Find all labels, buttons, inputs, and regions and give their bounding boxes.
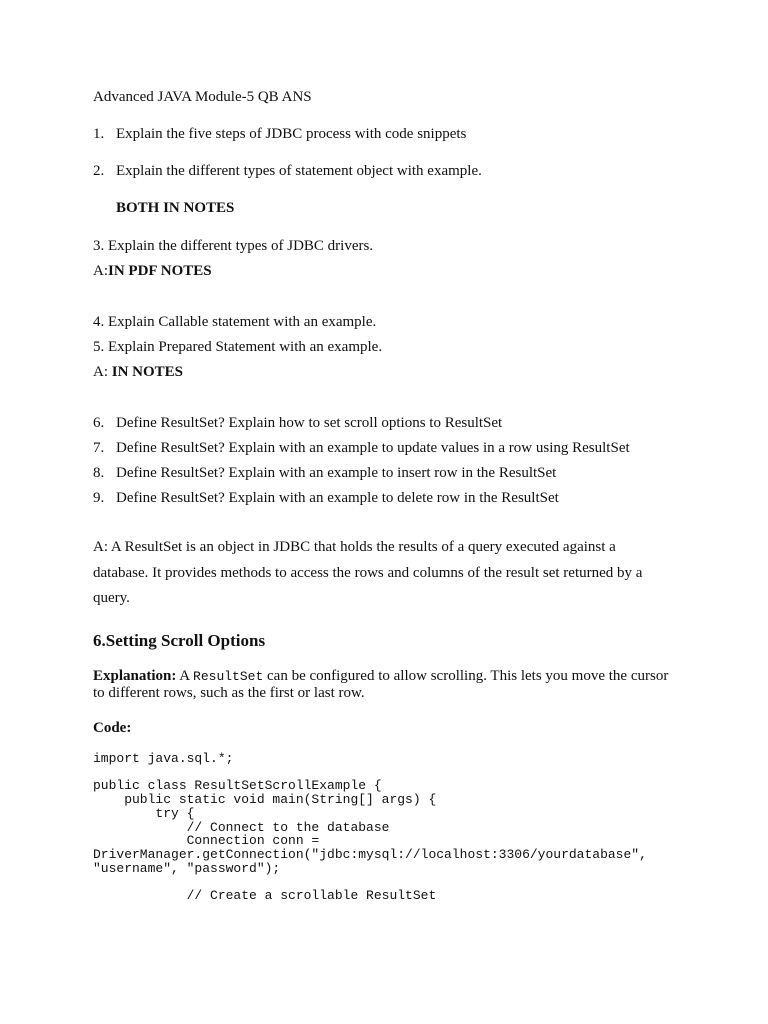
code-label: Code:: [93, 720, 132, 736]
question-5: 5. Explain Prepared Statement with an example.: [93, 339, 383, 355]
resultset-answer-paragraph: A: A ResultSet is an object in JDBC that holds the results of a query executed against a database. It provides methods to access the rows and columns of the result set returned by a query.: [93, 539, 643, 606]
explanation-label: Explanation:: [93, 668, 177, 684]
question-number: 2.: [93, 163, 105, 179]
code-block: import java.sql.*; public class ResultSetScrollExample { public static void main(String[] args) { try { // Connect to the database Connection conn = DriverManager.getConnection("jdbc:mysql://localhost:3306/yourdatabase", "username", "password"); // Create a scrollable ResultSet: [93, 751, 647, 904]
question-number: 9.: [93, 490, 105, 506]
question-number: 7.: [93, 440, 105, 456]
section-heading: 6.Setting Scroll Options: [93, 631, 266, 650]
question-text: Define ResultSet? Explain with an example to delete row in the ResultSet: [116, 490, 559, 506]
question-2: [93, 162, 482, 180]
question-text: Explain the five steps of JDBC process with code snippets: [116, 126, 467, 142]
question-number: 8.: [93, 465, 105, 481]
explanation-paragraph: [93, 668, 673, 702]
answer-bold: IN NOTES: [111, 364, 184, 380]
question-number: 6.: [93, 415, 105, 431]
answer-prefix: A:: [93, 364, 112, 380]
question-7: [93, 439, 630, 457]
question-number: 1.: [93, 126, 105, 142]
answer-prefix: A:: [93, 263, 108, 279]
explanation-pre: A: [176, 668, 194, 684]
question-4: 4. Explain Callable statement with an example.: [93, 314, 377, 330]
question-6: [93, 414, 502, 432]
answer-3: [93, 262, 212, 280]
explanation-post: can be configured to allow scrolling. This lets you move the cursor to different rows, such as the first or last row.: [93, 668, 669, 701]
document-title: Advanced JAVA Module-5 QB ANS: [93, 89, 312, 105]
question-9: [93, 489, 559, 507]
question-text: Define ResultSet? Explain with an example to insert row in the ResultSet: [116, 465, 557, 481]
question-text: Define ResultSet? Explain with an example to update values in a row using ResultSet: [116, 440, 630, 456]
both-in-notes-answer: BOTH IN NOTES: [116, 200, 235, 216]
answer-4-5: [93, 363, 183, 381]
inline-code-resultset: ResultSet: [193, 669, 264, 684]
question-3: 3. Explain the different types of JDBC drivers.: [93, 238, 374, 254]
question-1: [93, 125, 466, 143]
question-text: Define ResultSet? Explain how to set scroll options to ResultSet: [116, 415, 503, 431]
question-8: [93, 464, 556, 482]
answer-bold: IN PDF NOTES: [108, 263, 212, 279]
question-text: Explain the different types of statement object with example.: [116, 163, 482, 179]
